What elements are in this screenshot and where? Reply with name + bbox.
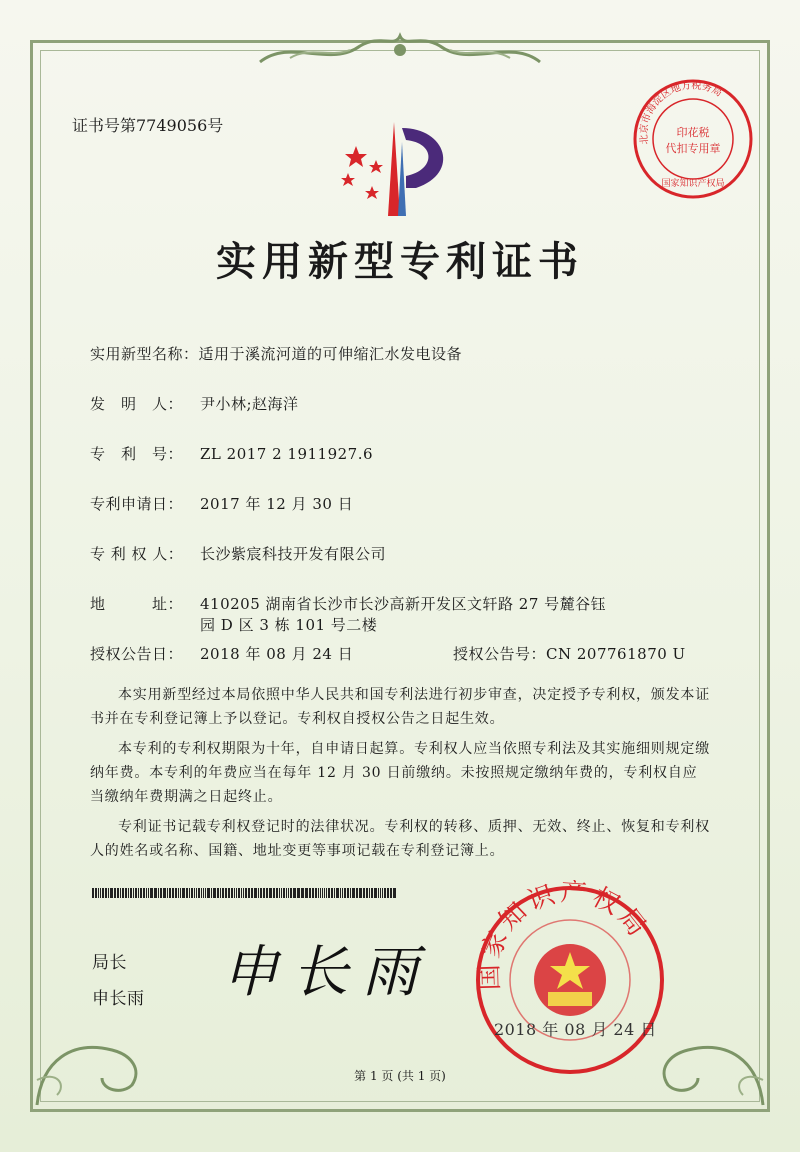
barcode-bar: [191, 888, 193, 898]
barcode-bar: [245, 888, 247, 898]
national-ip-seal: [470, 880, 670, 1084]
barcode-bar: [266, 888, 268, 898]
field-name: [90, 343, 462, 364]
barcode-bar: [128, 888, 129, 898]
tax-stamp-bottom: 国家知识产权局: [661, 179, 725, 189]
barcode-bar: [344, 888, 346, 898]
barcode-bar: [186, 888, 188, 898]
barcode-bar: [234, 888, 235, 898]
barcode-bar: [369, 888, 370, 898]
barcode-bar: [133, 888, 134, 898]
barcode-bar: [148, 888, 149, 898]
barcode-bar: [169, 888, 171, 898]
barcode-bar: [281, 888, 282, 898]
barcode-bar: [320, 888, 321, 898]
barcode-bar: [378, 888, 379, 898]
field-filing-date: [90, 493, 353, 514]
field-patent-number: [90, 443, 373, 464]
barcode-bar: [269, 888, 272, 898]
barcode-bar: [254, 888, 257, 898]
barcode-bar: [92, 888, 94, 898]
barcode-bar: [363, 888, 365, 898]
field-inventor-value: 尹小林;赵海洋: [200, 395, 299, 413]
barcode-bar: [102, 888, 104, 898]
field-address-label: 地 址：: [90, 595, 184, 613]
barcode-bar: [290, 888, 292, 898]
certificate-number: 证书号第7749056号: [72, 116, 224, 135]
field-grant-label: 授权公告日：: [90, 645, 184, 663]
signature-name: 申长雨: [92, 989, 145, 1009]
tax-stamp: [628, 74, 758, 208]
barcode-bar: [125, 888, 127, 898]
barcode-bar: [117, 888, 119, 898]
barcode-bar: [283, 888, 285, 898]
field-name-label: 实用新型名称：: [90, 345, 199, 363]
bottom-left-ornament: [32, 1000, 152, 1110]
field-holder: [90, 543, 386, 564]
field-inventor: [90, 393, 299, 414]
barcode-bar: [220, 888, 221, 898]
barcode-bar: [387, 888, 389, 898]
barcode-bar: [160, 888, 162, 898]
barcode-bar: [211, 888, 212, 898]
field-name-value: 适用于溪流河道的可伸缩汇水发电设备: [198, 345, 463, 363]
barcode-bar: [293, 888, 296, 898]
top-ornament: [250, 28, 550, 72]
barcode-bar: [382, 888, 383, 898]
barcode-bar: [276, 888, 278, 898]
barcode-bar: [390, 888, 392, 898]
barcode-bar: [122, 888, 124, 898]
barcode-bar: [231, 888, 233, 898]
barcode-bar: [217, 888, 219, 898]
field-filing-value: 2017 年 12 月 30 日: [200, 495, 354, 513]
tax-stamp-center-1: 印花税: [676, 126, 710, 139]
barcode-bar: [167, 888, 168, 898]
field-pub-number: [453, 643, 686, 664]
field-address-line-2: 园 D 区 3 栋 101 号二楼: [200, 616, 378, 634]
barcode-bar: [203, 888, 204, 898]
seal-ring-text: 国家知识产权局: [474, 880, 655, 991]
barcode-bar: [222, 888, 224, 898]
barcode-bar: [180, 888, 181, 898]
barcode-bar: [100, 888, 101, 898]
barcode-bar: [243, 888, 244, 898]
certificate-title: 实用新型专利证书: [216, 238, 584, 285]
barcode-bar: [98, 888, 99, 898]
barcode-bar: [150, 888, 153, 898]
barcode-bar: [258, 888, 259, 898]
barcode-bar: [356, 888, 358, 898]
field-patent-value: ZL 2017 2 1911927.6: [200, 445, 374, 463]
barcode-bar: [342, 888, 343, 898]
tax-stamp-center-2: 代扣专用章: [665, 142, 721, 155]
barcode-bar: [198, 888, 200, 898]
barcode-bar: [140, 888, 142, 898]
barcode-bar: [196, 888, 197, 898]
barcode-bar: [225, 888, 227, 898]
seal-date: 2018 年 08 月 24 日: [494, 1020, 657, 1039]
barcode-bar: [260, 888, 262, 898]
barcode-bar: [251, 888, 253, 898]
barcode: [92, 888, 420, 898]
barcode-bar: [143, 888, 145, 898]
barcode-bar: [207, 888, 210, 898]
barcode-bar: [352, 888, 355, 898]
barcode-bar: [336, 888, 339, 898]
barcode-bar: [248, 888, 250, 898]
barcode-bar: [331, 888, 333, 898]
barcode-bar: [340, 888, 341, 898]
barcode-bar: [279, 888, 280, 898]
barcode-bar: [380, 888, 381, 898]
field-grant-value: 2018 年 08 月 24 日: [200, 645, 354, 663]
barcode-bar: [315, 888, 317, 898]
barcode-bar: [194, 888, 195, 898]
handwritten-signature: 申长雨: [222, 940, 432, 1005]
barcode-bar: [182, 888, 185, 898]
barcode-bar: [110, 888, 113, 898]
barcode-bar: [305, 888, 308, 898]
barcode-bar: [393, 888, 396, 898]
barcode-bar: [135, 888, 137, 898]
barcode-bar: [309, 888, 311, 898]
barcode-bar: [154, 888, 157, 898]
barcode-bar: [95, 888, 97, 898]
field-grant-date: [90, 643, 353, 664]
field-filing-label: 专利申请日：: [90, 495, 184, 513]
tax-stamp-ring-text: 北京市海淀区地方税务局: [638, 80, 724, 145]
barcode-bar: [328, 888, 330, 898]
barcode-bar: [178, 888, 179, 898]
barcode-bar: [371, 888, 373, 898]
barcode-bar: [301, 888, 304, 898]
patent-office-logo: [336, 118, 466, 218]
barcode-bar: [312, 888, 314, 898]
field-patent-label: 专 利 号：: [90, 445, 184, 463]
barcode-bar: [108, 888, 109, 898]
field-pubno-value: CN 207761870 U: [546, 645, 686, 663]
barcode-bar: [318, 888, 319, 898]
barcode-bar: [288, 888, 289, 898]
field-address: [90, 593, 606, 614]
barcode-bar: [205, 888, 206, 898]
barcode-bar: [172, 888, 174, 898]
barcode-bar: [114, 888, 116, 898]
page-footer: 第 1 页 (共 1 页): [354, 1069, 446, 1083]
barcode-bar: [105, 888, 107, 898]
field-inventor-label: 发 明 人：: [90, 395, 184, 413]
barcode-bar: [366, 888, 368, 898]
barcode-bar: [374, 888, 377, 898]
field-holder-value: 长沙紫宸科技开发有限公司: [200, 545, 387, 563]
barcode-bar: [347, 888, 349, 898]
barcode-bar: [384, 888, 386, 898]
signature-role: 局长: [92, 953, 127, 973]
barcode-bar: [334, 888, 335, 898]
barcode-bar: [241, 888, 242, 898]
barcode-bar: [138, 888, 139, 898]
barcode-bar: [322, 888, 323, 898]
barcode-bar: [273, 888, 275, 898]
barcode-bar: [175, 888, 177, 898]
certificate-body: [90, 683, 710, 869]
barcode-bar: [201, 888, 202, 898]
barcode-bar: [158, 888, 159, 898]
body-paragraph-1: 本实用新型经过本局依照中华人民共和国专利法进行初步审查，决定授予专利权，颁发本证书并在专利登记簿上予以登记。专利权自授权公告之日起生效。: [90, 687, 710, 727]
barcode-bar: [228, 888, 230, 898]
barcode-bar: [286, 888, 287, 898]
field-holder-label: 专 利 权 人：: [90, 545, 184, 563]
barcode-bar: [120, 888, 121, 898]
barcode-bar: [238, 888, 240, 898]
barcode-bar: [163, 888, 166, 898]
barcode-bar: [326, 888, 327, 898]
field-address-value-1: 410205 湖南省长沙市长沙高新开发区文轩路 27 号麓谷钰: [200, 595, 607, 613]
barcode-bar: [297, 888, 300, 898]
body-paragraph-3: 专利证书记载专利权登记时的法律状况。专利权的转移、质押、无效、终止、恢复和专利权人的姓名或名称、国籍、地址变更等事项记载在专利登记簿上。: [90, 819, 710, 859]
barcode-bar: [359, 888, 362, 898]
barcode-bar: [189, 888, 190, 898]
barcode-bar: [146, 888, 147, 898]
barcode-bar: [213, 888, 216, 898]
barcode-bar: [236, 888, 237, 898]
field-pubno-label: 授权公告号：: [453, 645, 547, 663]
barcode-bar: [130, 888, 132, 898]
barcode-bar: [324, 888, 325, 898]
barcode-bar: [263, 888, 265, 898]
body-paragraph-2: 本专利的专利权期限为十年，自申请日起算。专利权人应当依照专利法及其实施细则规定缴纳年费。本专利的年费应当在每年 12 月 30 日前缴纳。未按照规定缴纳年费的，专利权自应当缴纳年费期满之日起终止。: [90, 741, 710, 805]
barcode-bar: [350, 888, 351, 898]
